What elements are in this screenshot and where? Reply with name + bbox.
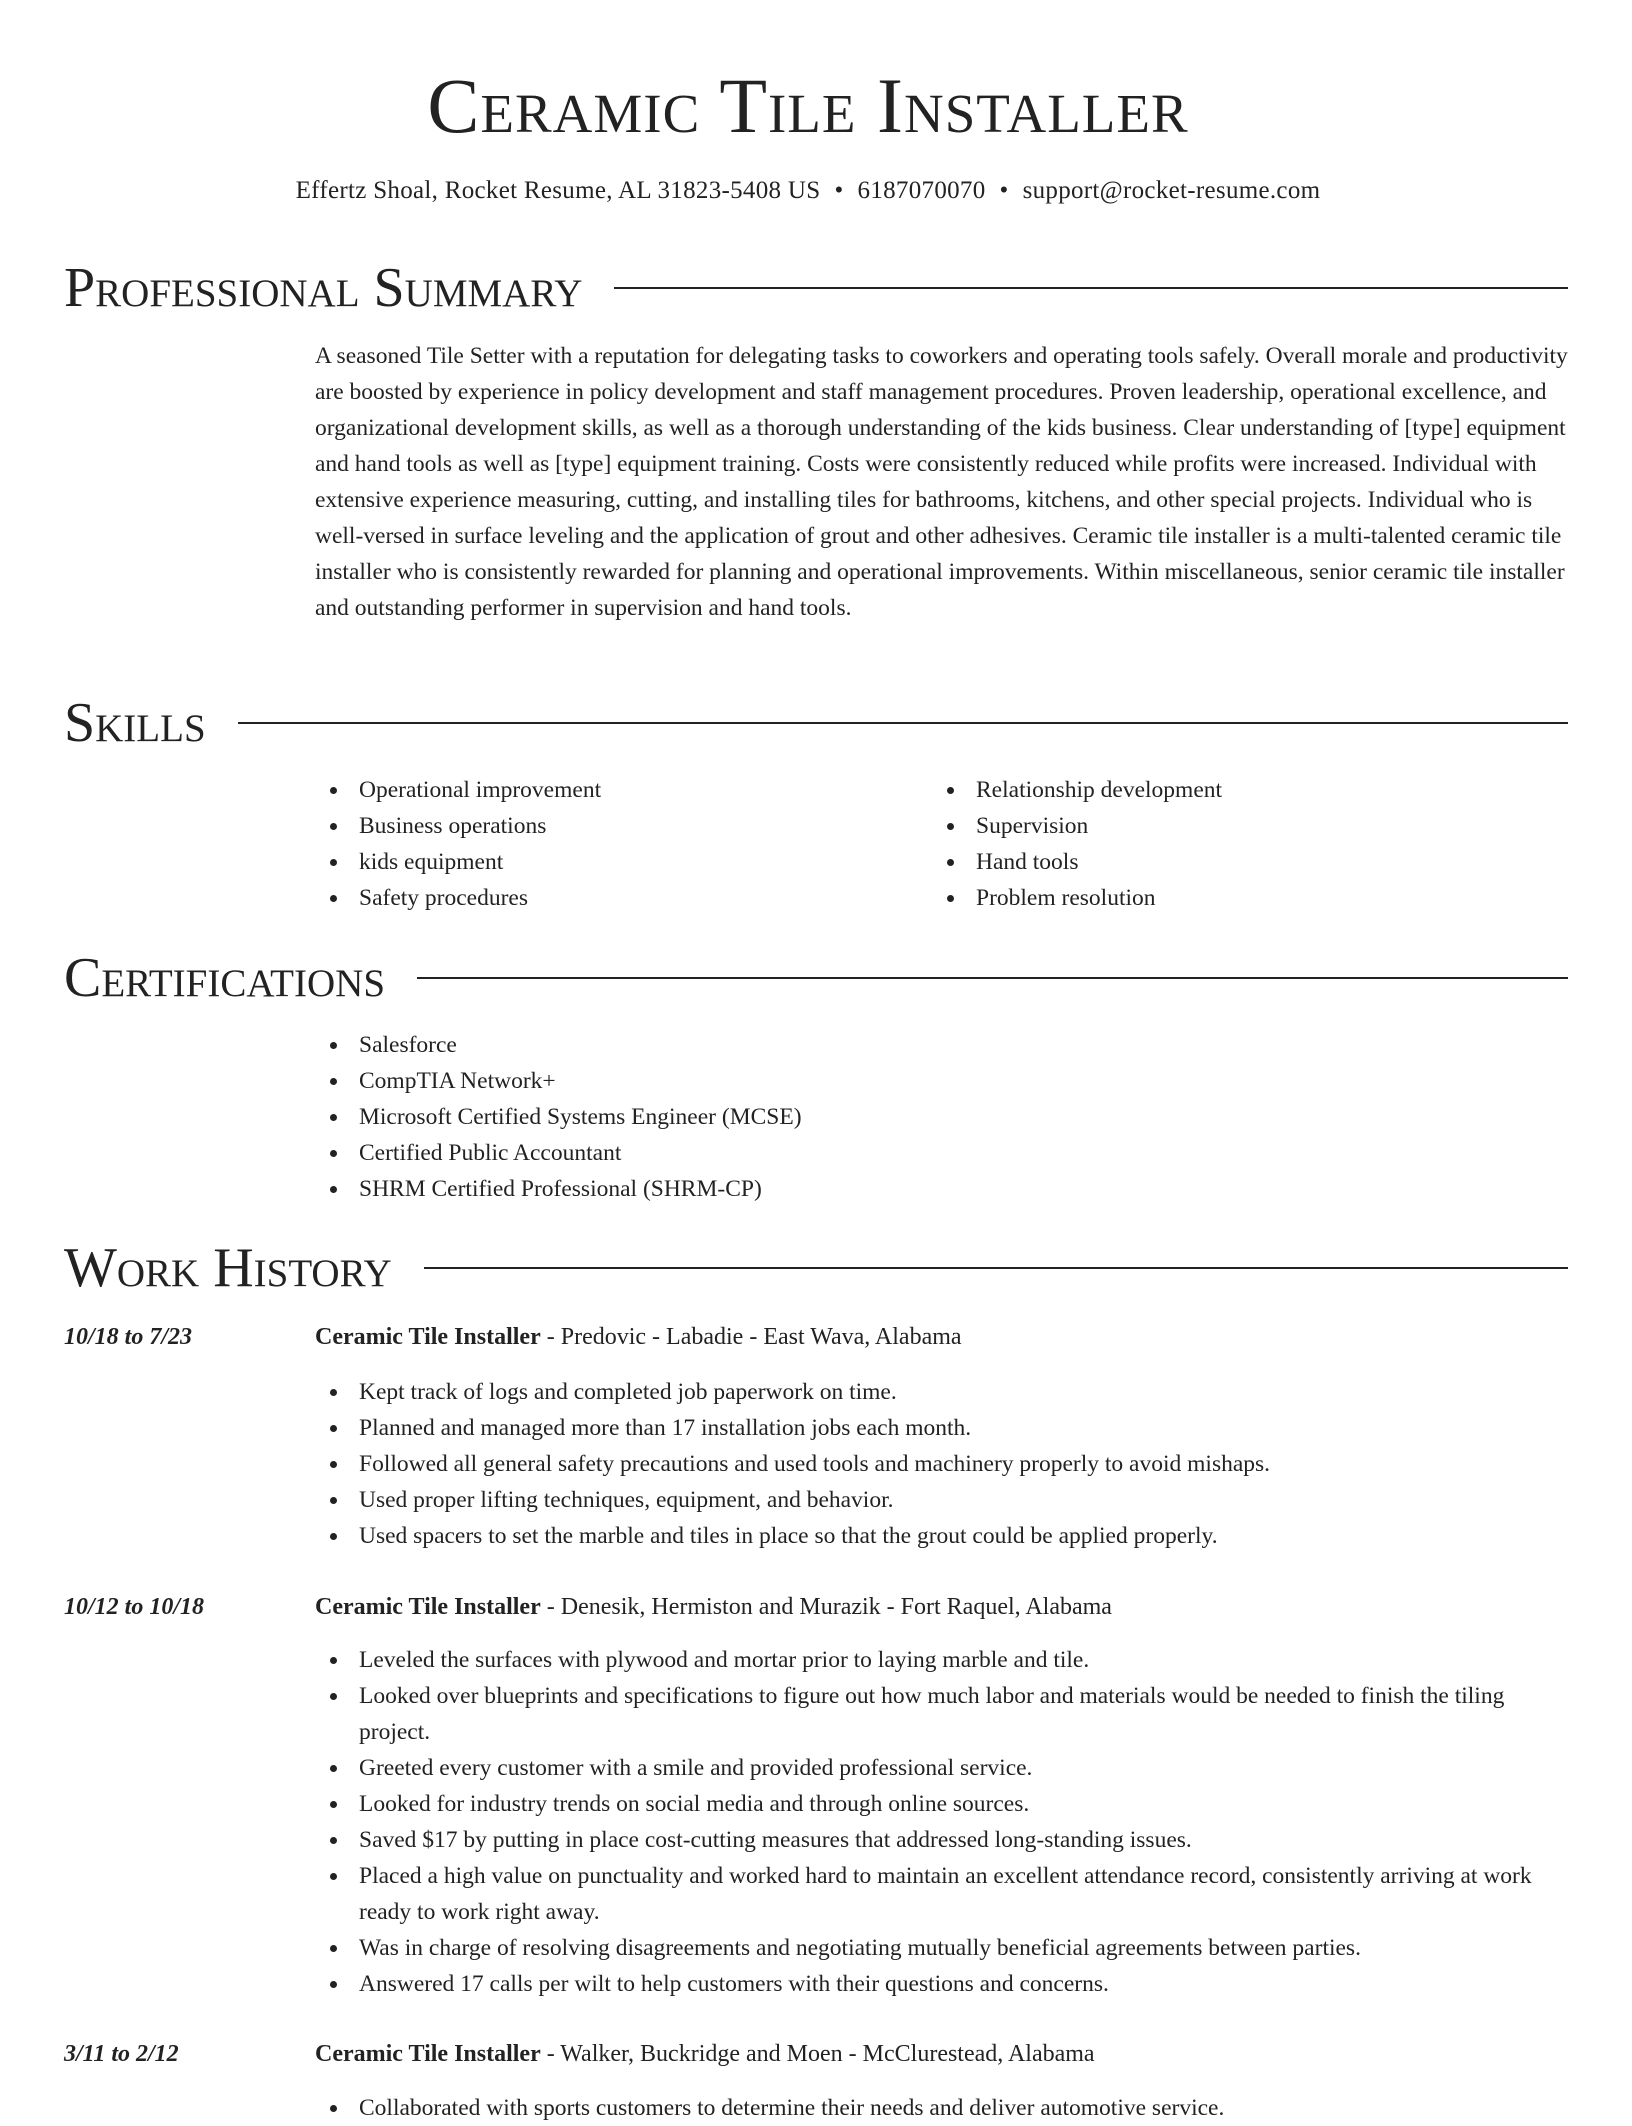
- job-duty-item: Looked over blueprints and specifications to figure out how much labor and materials would be needed to finish the tiling project.: [315, 1678, 1569, 1750]
- job-duty-item: Saved $17 by putting in place cost-cutting measures that addressed long-standing issues.: [315, 1822, 1569, 1858]
- job-duty-item: Used proper lifting techniques, equipment, and behavior.: [315, 1482, 1569, 1518]
- certification-item: Salesforce: [315, 1027, 1515, 1063]
- skill-item: Relationship development: [932, 772, 1532, 808]
- job-duty-item: Greeted every customer with a smile and provided professional service.: [315, 1750, 1569, 1786]
- skill-item: kids equipment: [315, 844, 915, 880]
- summary-text: A seasoned Tile Setter with a reputation for delegating tasks to coworkers and operating tools safely. Overall morale and productivity are boosted by experience in policy development and staff management procedures. Proven leadership, operational excellence, and organizational development skills, as well as a thorough understanding of the kids business. Clear understanding of [type] equipment and hand tools as well as [type] equipment training. Costs were consistently reduced while profits were increased. Individual with extensive experience measuring, cutting, and installing tiles for bathrooms, kitchens, and other special projects. Individual who is well-versed in surface leveling and the application of grout and other adhesives. Ceramic tile installer is a multi-talented ceramic tile installer who is consistently rewarded for planning and operational improvements. Within miscellaneous, senior ceramic tile installer and outstanding performer in supervision and hand tools.: [315, 343, 1568, 621]
- job-dates: 3/11 to 2/12: [64, 2041, 179, 2067]
- skill-item: Safety procedures: [315, 880, 915, 916]
- summary-section-header: [64, 253, 1568, 323]
- job-employer: - Predovic - Labadie - East Wava, Alabama: [540, 1324, 962, 1350]
- job-role: Ceramic Tile Installer: [315, 2041, 541, 2067]
- job-dates: 10/12 to 10/18: [64, 1594, 205, 1620]
- section-divider: [417, 977, 1568, 979]
- certifications-heading: Certifications: [64, 947, 386, 1009]
- resume-name: Ceramic Tile Installer: [427, 62, 1189, 149]
- skill-item: Problem resolution: [932, 880, 1532, 916]
- job-duty-item: Collaborated with sports customers to determine their needs and deliver automotive service.: [315, 2090, 1569, 2126]
- job-duty-item: Leveled the surfaces with plywood and mortar prior to laying marble and tile.: [315, 1642, 1569, 1678]
- certification-item: SHRM Certified Professional (SHRM-CP): [315, 1171, 1515, 1207]
- section-divider: [238, 722, 1568, 724]
- job-duties-list: [315, 1642, 1569, 2002]
- skills-list-left: [315, 772, 915, 916]
- contact-separator: •: [999, 177, 1009, 204]
- certification-item: Microsoft Certified Systems Engineer (MCSE): [315, 1099, 1515, 1135]
- job-duties-list: [315, 2090, 1569, 2126]
- job-heading: [315, 1320, 1569, 1354]
- job-employer: - Walker, Buckridge and Moen - McClurestead, Alabama: [540, 2041, 1095, 2067]
- contact-phone: 6187070070: [857, 177, 986, 204]
- certification-item: CompTIA Network+: [315, 1063, 1515, 1099]
- contact-address: Effertz Shoal, Rocket Resume, AL 31823-5408 US: [295, 177, 821, 204]
- job-role: Ceramic Tile Installer: [315, 1594, 541, 1620]
- contact-line: [0, 174, 1616, 208]
- job-heading: [315, 2037, 1569, 2071]
- certifications-list: [315, 1027, 1515, 1207]
- job-heading: [315, 1590, 1569, 1624]
- certifications-section-header: [64, 943, 1568, 1013]
- skills-list-right: [932, 772, 1532, 916]
- job-duty-item: Followed all general safety precautions and used tools and machinery properly to avoid mishaps.: [315, 1446, 1569, 1482]
- skills-section-header: [64, 688, 1568, 758]
- job-duty-item: Used spacers to set the marble and tiles in place so that the grout could be applied properly.: [315, 1518, 1569, 1554]
- skill-item: Business operations: [315, 808, 915, 844]
- skills-heading: Skills: [64, 692, 206, 754]
- skill-item: Operational improvement: [315, 772, 915, 808]
- section-divider: [614, 287, 1568, 289]
- job-duty-item: Answered 17 calls per wilt to help customers with their questions and concerns.: [315, 1966, 1569, 2002]
- job-duty-item: Kept track of logs and completed job paperwork on time.: [315, 1374, 1569, 1410]
- work-history-section-header: [64, 1233, 1568, 1303]
- job-duty-item: Was in charge of resolving disagreements and negotiating mutually beneficial agreements between parties.: [315, 1930, 1569, 1966]
- summary-heading: Professional Summary: [64, 257, 583, 319]
- job-employer: - Denesik, Hermiston and Murazik - Fort Raquel, Alabama: [540, 1594, 1112, 1620]
- contact-email: support@rocket-resume.com: [1022, 177, 1321, 204]
- contact-separator: •: [834, 177, 844, 204]
- work-history-heading: Work History: [64, 1237, 392, 1299]
- section-divider: [424, 1267, 1568, 1269]
- job-dates: 10/18 to 7/23: [64, 1324, 193, 1350]
- job-duty-item: Looked for industry trends on social media and through online sources.: [315, 1786, 1569, 1822]
- job-duty-item: Placed a high value on punctuality and worked hard to maintain an excellent attendance record, consistently arriving at work ready to work right away.: [315, 1858, 1569, 1930]
- skill-item: Supervision: [932, 808, 1532, 844]
- job-duties-list: [315, 1374, 1569, 1554]
- certification-item: Certified Public Accountant: [315, 1135, 1515, 1171]
- job-role: Ceramic Tile Installer: [315, 1324, 541, 1350]
- job-duty-item: Planned and managed more than 17 installation jobs each month.: [315, 1410, 1569, 1446]
- skill-item: Hand tools: [932, 844, 1532, 880]
